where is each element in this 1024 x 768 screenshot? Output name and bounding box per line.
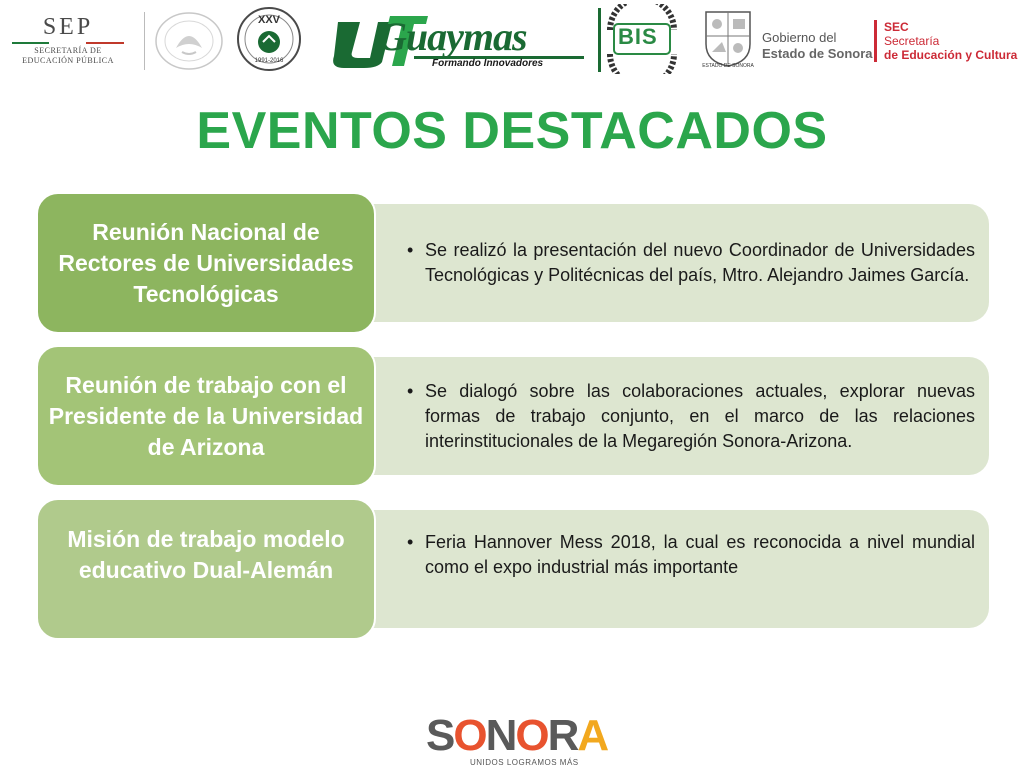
event-detail-box (335, 204, 989, 322)
sec-logo-text (884, 20, 1017, 62)
sonora-logo-letter: S (426, 711, 454, 760)
sep-logo (8, 14, 128, 74)
bullet-icon: • (407, 532, 414, 552)
xxv-years: 1991-2016 (254, 58, 284, 64)
event-detail-text: Se dialogó sobre las colaboraciones actuales, explorar nuevas formas de trabajo conjunto, en el marco de las relaciones interinstitucionales de la Megaregión Sonora-Arizona. (425, 380, 975, 451)
sonora-logo-letter: R (547, 711, 578, 760)
bullet-icon: • (407, 380, 414, 401)
sonora-slogan: UNIDOS LOGRAMOS MÁS (470, 758, 579, 767)
event-label-box (36, 192, 376, 334)
event-detail-list (405, 238, 975, 288)
sonora-logo-letter: O (515, 711, 548, 760)
sonora-logo (426, 711, 608, 760)
sec-line-1: SEC (884, 20, 909, 34)
sonora-coat-of-arms-icon (702, 8, 754, 68)
sep-subtitle-1: SECRETARÍA DE (34, 46, 102, 55)
escudo-caption: ESTADO DE SONORA (702, 63, 754, 69)
ut-guaymas-brand: Guaymas (378, 14, 527, 59)
sonora-logo-letter: O (453, 711, 486, 760)
sep-tricolor-bar (12, 42, 124, 44)
ut-guaymas-slogan: Formando Innovadores (432, 58, 544, 69)
sonora-logo-text (426, 711, 607, 760)
sec-line-3: de Educación y Cultura (884, 48, 1018, 62)
page-title: EVENTOS DESTACADOS (196, 102, 828, 160)
divider (598, 8, 601, 72)
event-label-box (36, 498, 376, 640)
event-label-text: Misión de trabajo modelo educativo Dual-Alemán (67, 526, 345, 583)
divider (144, 12, 145, 70)
bis-text: BIS (618, 24, 658, 49)
gobierno-sonora-text (762, 30, 873, 62)
mexico-seal-icon (152, 10, 226, 72)
sonora-logo-letter: A (577, 711, 608, 760)
header-logos (0, 0, 1024, 80)
event-detail-text: Feria Hannover Mess 2018, la cual es reconocida a nivel mundial como el expo industrial más importante (425, 532, 975, 577)
event-detail-list (405, 379, 975, 454)
bullet-icon: • (407, 240, 414, 260)
event-detail-box (335, 357, 989, 475)
gobierno-line-1: Gobierno del (762, 30, 837, 45)
gobierno-line-2: Estado de Sonora (762, 46, 873, 61)
event-label-box (36, 345, 376, 487)
event-detail-list (405, 530, 975, 580)
sec-line-2: Secretaría (884, 34, 940, 48)
event-label-text: Reunión de trabajo con el Presidente de la Universidad de Arizona (48, 371, 364, 460)
sep-title: SEP (42, 14, 94, 40)
sonora-logo-letter: N (485, 711, 516, 760)
sep-subtitle-2: EDUCACIÓN PÚBLICA (22, 56, 114, 65)
event-detail-item (405, 530, 975, 580)
event-detail-box (335, 510, 989, 628)
sec-red-bar (874, 20, 877, 62)
event-detail-item (405, 238, 975, 288)
xxv-text: XXV (257, 14, 280, 26)
event-detail-text: Se realizó la presentación del nuevo Coordinador de Universidades Tecnológicas y Politécnicas del país, Mtro. Alejandro Jaimes García. (425, 240, 975, 285)
event-label-text: Reunión Nacional de Rectores de Universidades Tecnológicas (58, 218, 354, 307)
event-detail-item (405, 379, 975, 454)
